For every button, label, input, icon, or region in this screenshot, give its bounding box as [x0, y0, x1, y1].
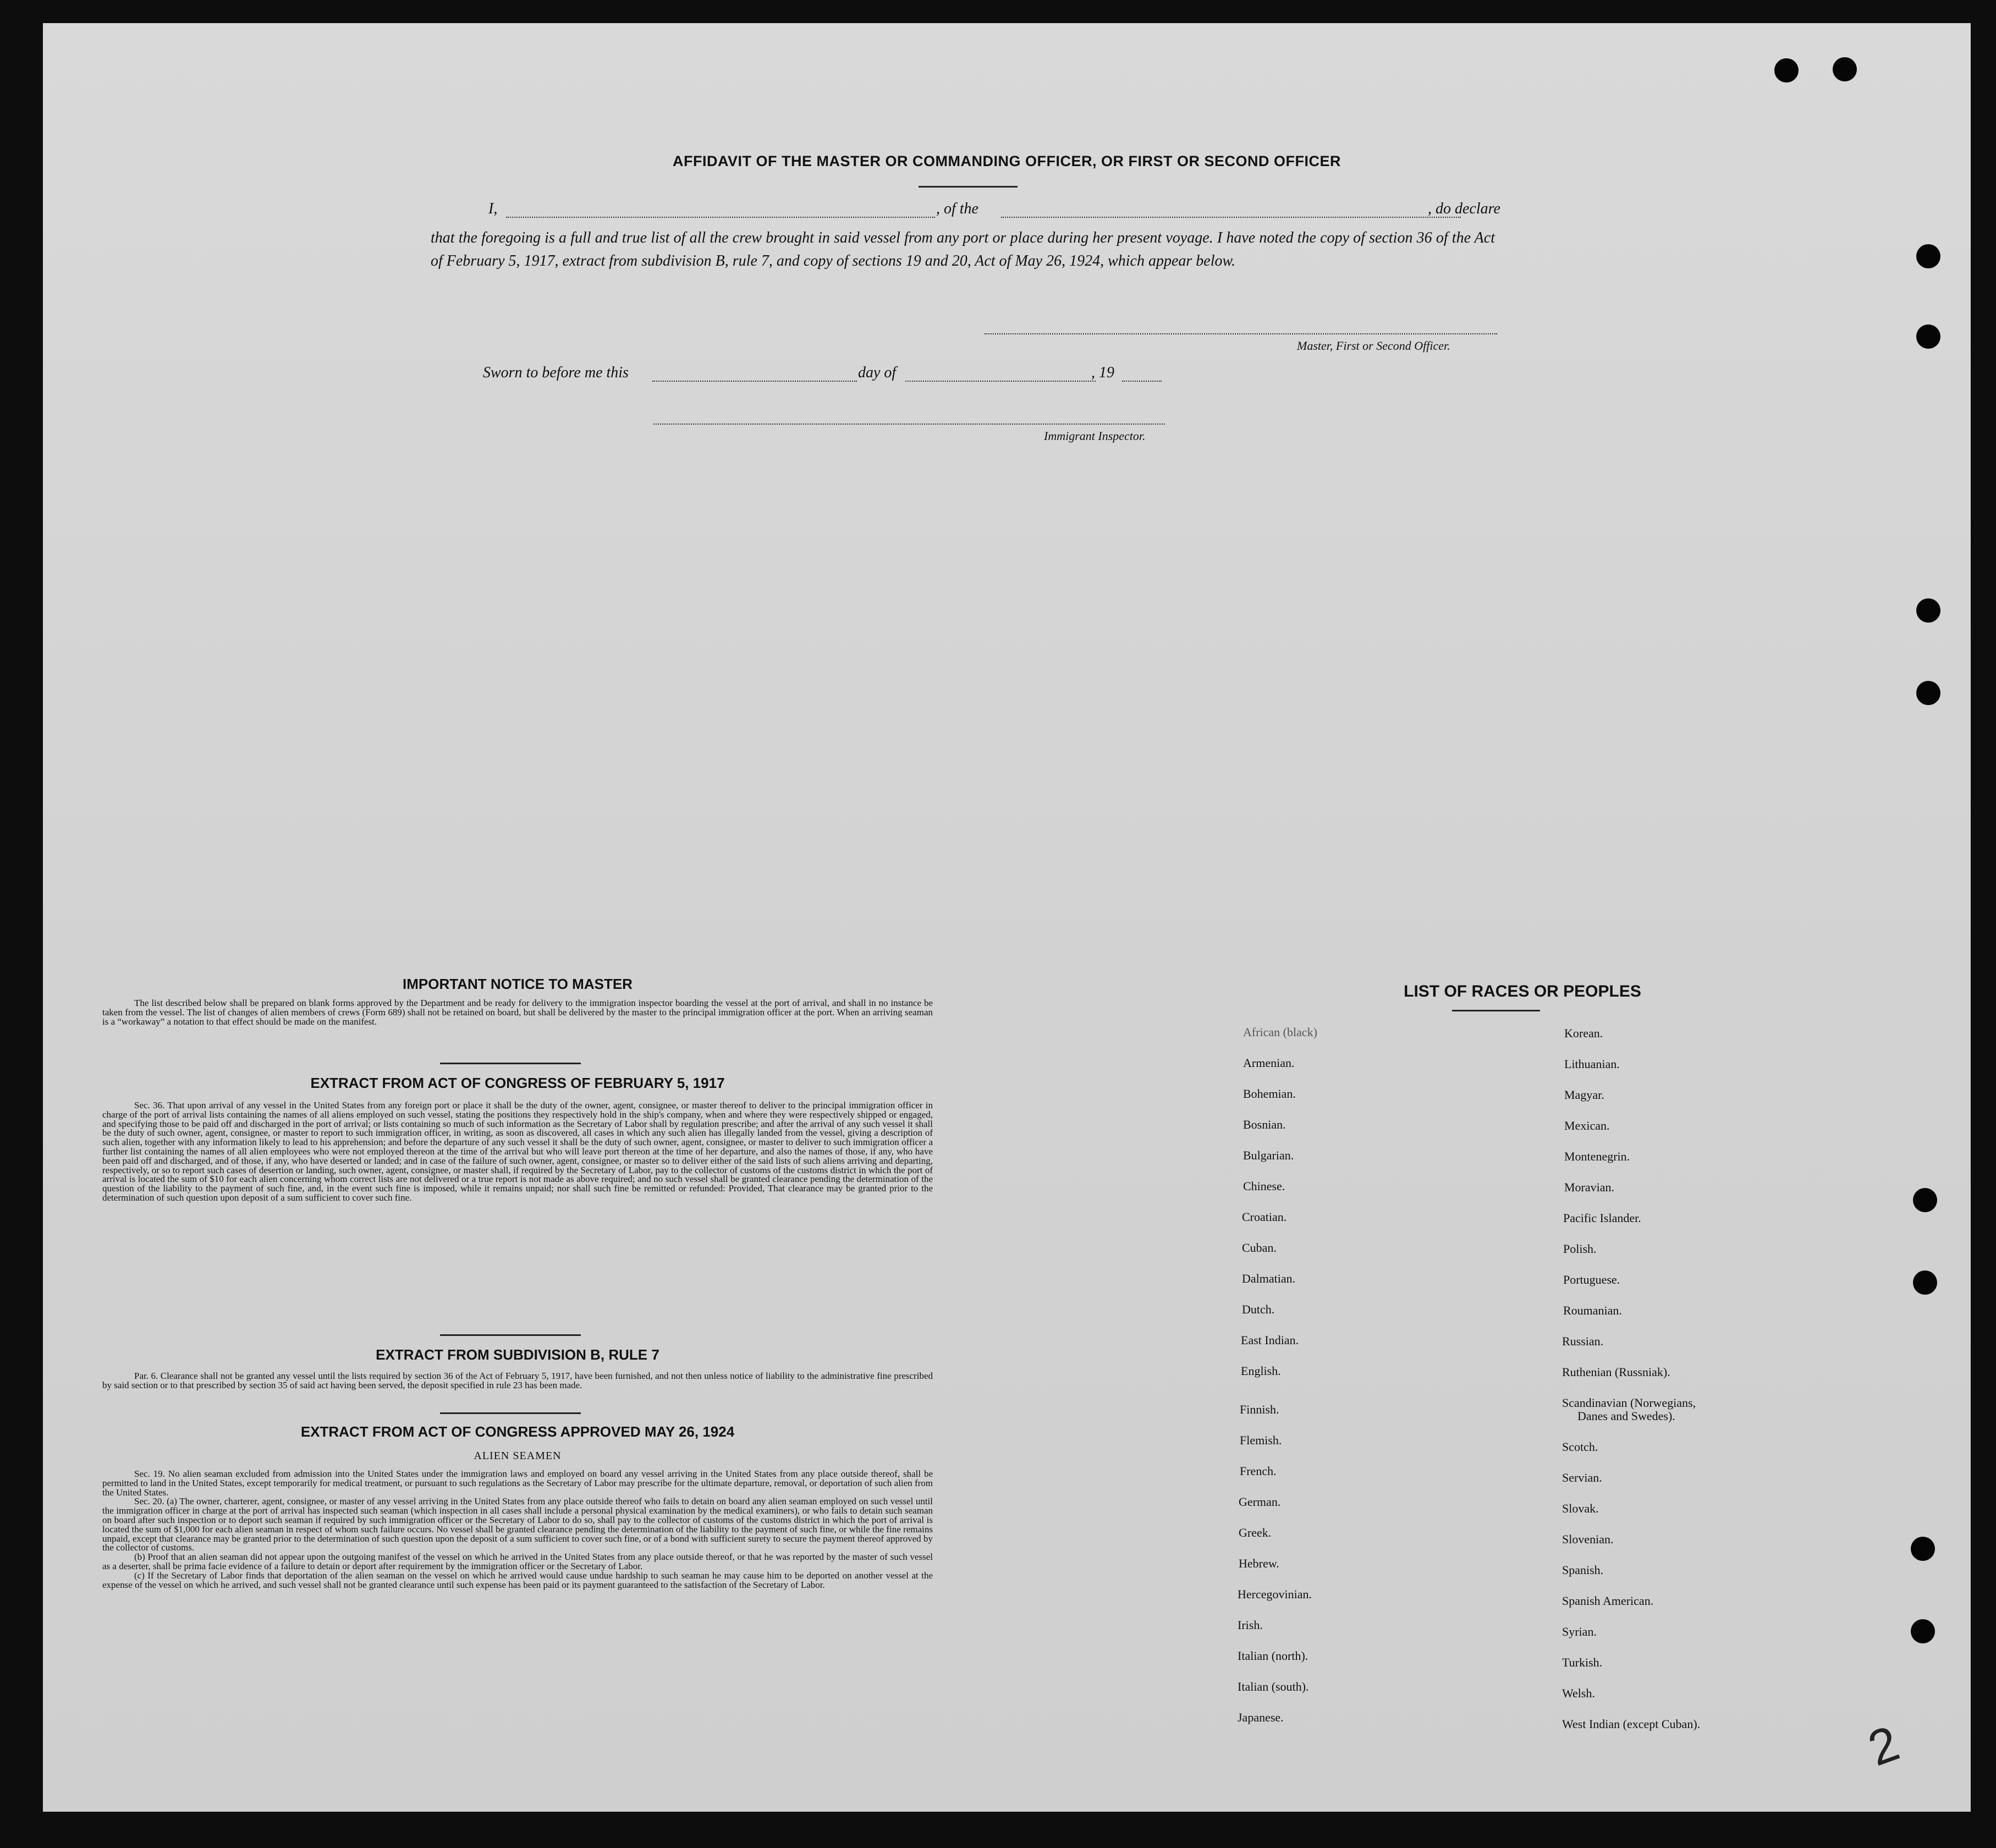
- sec-36-paragraph: Sec. 36. That upon arrival of any vessel in the United States from any foreign port or place it shall be the duty of the owner, agent, consignee, or master thereof to deliver to the principal immigration officer in charge of the port of arrival lists containing the names of all aliens employed on such vessel, stating the positions they respectively hold in the ship's company, when and where they were respectively shipped or engaged, and specifying those to be paid off and discharged in the port of arrival; or lists containing so much of such information as the Secretary of Labor shall by regulation prescribe; and after the arrival of any such vessel it shall be the duty of such owner, agent, consignee, or master to report to such immigration officer, in writing, as soon as discovered, all cases in which any such alien has illegally landed from the vessel, giving a description of such alien, together with any information likely to lead to his apprehension; and before the departure of any such vessel it shall be the duty of such owner, agent, consignee, or master to deliver to such immigration officer a further list containing the names of all alien employees who were not employed thereon at the time of the arrival but who will leave port thereon at the time of her departure, and also the names of those, if any, who have been paid off and discharged, and of those, if any, who have deserted or landed; and in case of the failure of such owner, agent, consignee, or master so to deliver either of the said lists of such aliens arriving and departing, respectively, or so to report such cases of desertion or landing, such owner, agent, consignee, or master shall, if required by the Secretary of Labor, pay to the collector of customs of the customs district in which the port of arrival is located the sum of $10 for each alien concerning whom correct lists are not delivered or a true report is not made as above required; and no such vessel shall be granted clearance pending the determination of the question of the liability to the payment of such fine, and, in the event such fine is imposed, while it remains unpaid; nor shall such fine be remitted or refunded: Provided, That clearance may be granted prior to the determination of such question upon deposit of a sum sufficient to cover such fine.: [102, 1100, 933, 1203]
- race-item-left: English.: [1241, 1364, 1281, 1378]
- sworn-month-blank[interactable]: [905, 381, 1096, 382]
- race-item-right: Ruthenian (Russniak).: [1562, 1365, 1670, 1379]
- race-item-left: Greek.: [1239, 1526, 1272, 1539]
- race-item-left: Italian (north).: [1238, 1649, 1308, 1663]
- punch-hole-icon: [1833, 57, 1857, 81]
- race-item-left: Dutch.: [1242, 1302, 1275, 1316]
- inspector-label: Immigrant Inspector.: [1044, 429, 1146, 443]
- race-item-left: Italian (south).: [1238, 1680, 1309, 1693]
- race-item-right: Scotch.: [1562, 1440, 1598, 1454]
- master-signature-line[interactable]: [985, 333, 1497, 334]
- race-item-right: Russian.: [1562, 1334, 1604, 1348]
- punch-hole-icon: [1916, 324, 1940, 349]
- punch-hole-icon: [1774, 58, 1799, 82]
- extract-1917-title: EXTRACT FROM ACT OF CONGRESS OF FEBRUARY 5, 1917: [310, 1075, 725, 1091]
- sworn-day-of-label: day of: [858, 364, 897, 381]
- race-item-right: Welsh.: [1562, 1686, 1595, 1700]
- punch-hole-icon: [1911, 1619, 1935, 1643]
- master-signature-label: Master, First or Second Officer.: [1297, 339, 1450, 353]
- race-item-left: Japanese.: [1238, 1711, 1284, 1724]
- race-item-right: Spanish American.: [1562, 1594, 1654, 1608]
- race-item-left: East Indian.: [1241, 1333, 1299, 1347]
- race-item-right: Danes and Swedes).: [1577, 1409, 1675, 1423]
- extract-1924-text: [102, 1470, 933, 1590]
- punch-hole-icon: [1916, 681, 1940, 705]
- race-item-right: Turkish.: [1562, 1656, 1603, 1669]
- punch-hole-icon: [1911, 1537, 1935, 1561]
- race-item-left: Bulgarian.: [1243, 1148, 1294, 1162]
- inspector-signature-line[interactable]: [653, 424, 1165, 425]
- race-item-left: Chinese.: [1243, 1179, 1285, 1193]
- extract-rule7-text: [102, 1372, 933, 1390]
- race-item-left: French.: [1240, 1464, 1277, 1478]
- race-item-right: Moravian.: [1564, 1180, 1615, 1194]
- punch-hole-icon: [1916, 598, 1940, 623]
- punch-hole-icon: [1916, 244, 1940, 268]
- race-item-right: Magyar.: [1564, 1088, 1604, 1102]
- race-item-left: Croatian.: [1242, 1210, 1287, 1224]
- sworn-year-label: , 19: [1091, 364, 1114, 381]
- section-divider: [440, 1412, 581, 1414]
- extract-rule7-title: EXTRACT FROM SUBDIVISION B, RULE 7: [376, 1346, 659, 1363]
- affidavit-body: that the foregoing is a full and true list of all the crew brought in said vessel from any port or place during her present voyage. I have noted the copy of section 36 of the Act of February 5, 1917, extract from subdivision B, rule 7, and copy of sections 19 and 20, Act of May 26, 1924, which appear below.: [431, 229, 1495, 270]
- race-item-left: Irish.: [1238, 1618, 1263, 1632]
- race-item-left: Bosnian.: [1243, 1118, 1286, 1131]
- sec-20a-paragraph: Sec. 20. (a) The owner, charterer, agent, consignee, or master of any vessel arriving in the United States from any place outside thereof who fails to detain on board any alien seaman employed on such vessel until the immigration officer in charge at the port of arrival has inspected such seaman (which inspection in all cases shall include a personal physical examination by the medical examiners), or who fails to detain such seaman on board after such inspection or to deport such seaman if required by such immigration officer or the Secretary of Labor to do so, shall pay to the collector of customs of the customs district in which the port of arrival is located the sum of $1,000 for each alien seaman in respect of whom such failure occurs. No vessel shall be granted clearance pending the determination of the liability to the payment of such fine, or while the fine remains unpaid, except that clearance may be granted prior to the determination of such question upon the deposit of a sum sufficient to cover such fine, or of a bond with sufficient surety to secure the payment thereof approved by the collector of customs.: [102, 1496, 933, 1553]
- affidavit-of-the-label: , of the: [936, 200, 978, 217]
- extract-1924-title: EXTRACT FROM ACT OF CONGRESS APPROVED MAY 26, 1924: [300, 1423, 735, 1440]
- race-item-left: Hebrew.: [1239, 1557, 1279, 1570]
- sec-19-paragraph: Sec. 19. No alien seaman excluded from admission into the United States under the immigration laws and employed on board any vessel arriving in the United States from any place outside thereof, shall be permitted to land in the United States, except temporarily for medical treatment, or pursuant to such regulations as the Secretary of Labor may prescribe for the ultimate departure, removal, or deportation of such alien from the United States.: [102, 1469, 933, 1498]
- section-divider: [440, 1063, 581, 1064]
- sworn-prefix-label: Sworn to before me this: [483, 364, 629, 381]
- race-item-right: Syrian.: [1562, 1625, 1597, 1638]
- race-item-right: Portuguese.: [1563, 1273, 1620, 1286]
- sworn-year-blank[interactable]: [1122, 381, 1162, 382]
- race-item-right: Servian.: [1562, 1471, 1602, 1484]
- race-item-left: German.: [1239, 1495, 1281, 1509]
- race-item-right: Scandinavian (Norwegians,: [1562, 1396, 1696, 1410]
- race-item-left: Finnish.: [1240, 1402, 1279, 1416]
- name-blank-line[interactable]: [506, 217, 935, 218]
- race-item-right: Slovenian.: [1562, 1532, 1614, 1546]
- race-item-left: Dalmatian.: [1242, 1272, 1296, 1285]
- races-title: LIST OF RACES OR PEOPLES: [1404, 982, 1641, 1000]
- document-sheet: [43, 23, 1971, 1812]
- race-item-left: Flemish.: [1240, 1433, 1282, 1447]
- race-item-right: Polish.: [1563, 1242, 1597, 1256]
- extract-1917-text: [102, 1101, 933, 1203]
- affidavit-declare-label: , do declare: [1428, 200, 1500, 217]
- notice-text: [102, 999, 933, 1026]
- race-item-right: Montenegrin.: [1564, 1150, 1630, 1163]
- punch-hole-icon: [1913, 1188, 1937, 1212]
- race-item-right: Korean.: [1564, 1026, 1603, 1040]
- race-item-left: Bohemian.: [1243, 1087, 1296, 1101]
- race-item-right: Roumanian.: [1563, 1304, 1622, 1317]
- race-item-right: West Indian (except Cuban).: [1562, 1717, 1701, 1731]
- race-item-left: Hercegovinian.: [1238, 1587, 1312, 1601]
- sec-20b-paragraph: (b) Proof that an alien seaman did not appear upon the outgoing manifest of the vessel on which he arrived in the United States from any place outside thereof, or that he was reported by the master of such vessel as a deserter, shall be prima facie evidence of a failure to detain or deport after requirement by the immigration officer or the Secretary of Labor.: [102, 1552, 933, 1571]
- par-6-paragraph: Par. 6. Clearance shall not be granted any vessel until the lists required by section 36 of the Act of February 5, 1917, have been furnished, and not then unless notice of liability to the administrative fine prescribed by said section or to that prescribed by section 35 of said act having been served, the deposit specified in rule 23 has been made.: [102, 1371, 933, 1390]
- punch-hole-icon: [1913, 1270, 1937, 1295]
- race-item-right: Spanish.: [1562, 1563, 1604, 1577]
- race-item-right: Pacific Islander.: [1563, 1211, 1641, 1225]
- notice-paragraph: The list described below shall be prepared on blank forms approved by the Department and be ready for delivery to the immigration inspector boarding the vessel at the port of arrival, and shall in no instance be taken from the vessel. The list of changes of alien members of crews (Form 689) shall not be retained on board, but shall be delivered by the master to the principal immigration officer at the port. When an arriving seaman is a “workaway” a notation to that effect should be made on the manifest.: [102, 998, 933, 1027]
- vessel-blank-line[interactable]: [1001, 217, 1461, 218]
- races-divider: [1452, 1010, 1540, 1011]
- alien-seamen-subtitle: ALIEN SEAMEN: [474, 1450, 562, 1462]
- notice-title: IMPORTANT NOTICE TO MASTER: [403, 976, 633, 992]
- affidavit-i-label: I,: [488, 200, 498, 217]
- section-divider: [440, 1334, 581, 1336]
- title-divider: [919, 186, 1018, 188]
- race-item-right: Mexican.: [1564, 1119, 1610, 1132]
- race-item-left: Armenian.: [1243, 1056, 1295, 1070]
- sworn-day-blank[interactable]: [652, 381, 857, 382]
- race-item-left: African (black): [1243, 1025, 1317, 1039]
- handwritten-page-mark: 2: [1861, 1715, 1906, 1777]
- race-item-right: Slovak.: [1562, 1502, 1599, 1515]
- sec-20c-paragraph: (c) If the Secretary of Labor finds that deportation of the alien seaman on the vessel on which he arrived would cause undue hardship to such seaman he may cause him to be deported on another vessel at the expense of the vessel on which he arrived, and such vessel shall not be granted clearance until such expense has been paid or its payment guaranteed to the satisfaction of the Secretary of Labor.: [102, 1570, 933, 1590]
- race-item-right: Lithuanian.: [1564, 1057, 1620, 1071]
- race-item-left: Cuban.: [1242, 1241, 1277, 1255]
- affidavit-title: AFFIDAVIT OF THE MASTER OR COMMANDING OFFICER, OR FIRST OR SECOND OFFICER: [673, 153, 1341, 169]
